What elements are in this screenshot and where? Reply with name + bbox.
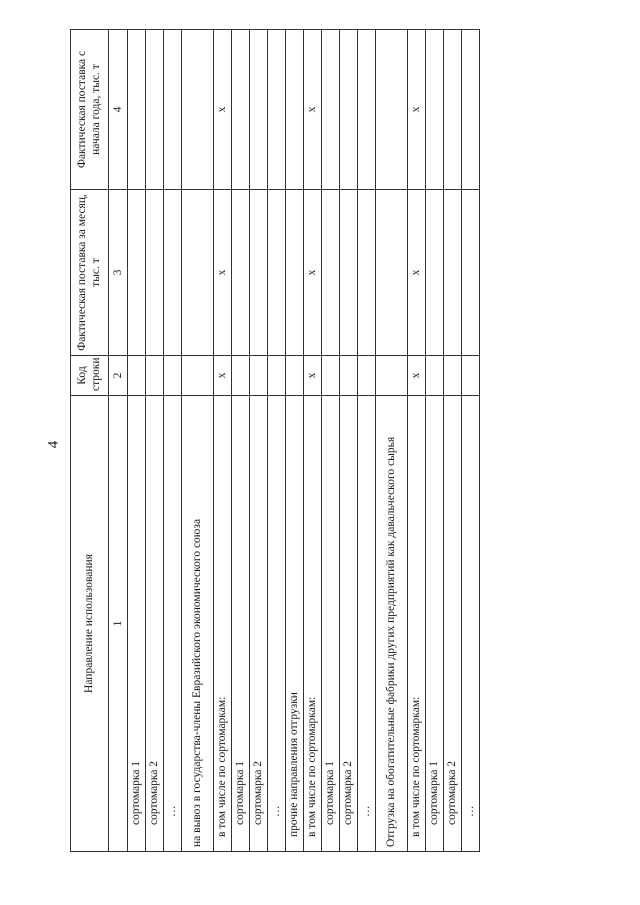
table-row [268, 30, 286, 852]
row-label: … [268, 396, 286, 852]
data-table [70, 29, 480, 852]
row-month [322, 190, 340, 356]
row-label: сортомарка 1 [426, 396, 444, 852]
row-code [128, 356, 146, 396]
row-code [286, 356, 304, 396]
row-year: x [304, 30, 322, 190]
row-month: x [304, 190, 322, 356]
row-code: x [214, 356, 232, 396]
row-code [182, 356, 214, 396]
row-month [146, 190, 164, 356]
row-month [376, 190, 408, 356]
row-label: Отгрузка на обогатительные фабрики других предприятий как давальческого сырья [376, 396, 408, 852]
row-year [444, 30, 462, 190]
row-month [164, 190, 182, 356]
row-month [250, 190, 268, 356]
col-number: 1 [109, 396, 128, 852]
row-code [426, 356, 444, 396]
row-month: x [214, 190, 232, 356]
table-row [182, 30, 214, 852]
row-month [426, 190, 444, 356]
row-label: сортомарка 2 [146, 396, 164, 852]
table-row [408, 30, 426, 852]
row-year [426, 30, 444, 190]
row-label: сортомарка 2 [444, 396, 462, 852]
row-code [268, 356, 286, 396]
row-label: прочие направления отгрузки [286, 396, 304, 852]
row-label: сортомарка 2 [250, 396, 268, 852]
row-label: в том числе по сортомаркам: [214, 396, 232, 852]
row-month [268, 190, 286, 356]
row-year [232, 30, 250, 190]
row-year [340, 30, 358, 190]
row-code [250, 356, 268, 396]
table-row [444, 30, 462, 852]
row-code [444, 356, 462, 396]
row-label: сортомарка 1 [128, 396, 146, 852]
header-code: Код строки [71, 356, 109, 396]
row-code: x [304, 356, 322, 396]
table-row [376, 30, 408, 852]
row-month [182, 190, 214, 356]
table-row [232, 30, 250, 852]
row-month [358, 190, 376, 356]
header-month: Фактическая поставка за месяц, тыс. т [71, 190, 109, 356]
row-label: … [358, 396, 376, 852]
table-row [128, 30, 146, 852]
col-number: 2 [109, 356, 128, 396]
row-code [340, 356, 358, 396]
row-code [146, 356, 164, 396]
row-label: на вывоз в государства-члены Евразийского экономического союза [182, 396, 214, 852]
row-label: … [164, 396, 182, 852]
row-year [128, 30, 146, 190]
table-row [286, 30, 304, 852]
row-code [376, 356, 408, 396]
table-row [214, 30, 232, 852]
row-year [268, 30, 286, 190]
row-month [128, 190, 146, 356]
table-row [426, 30, 444, 852]
table-row [164, 30, 182, 852]
row-label: сортомарка 1 [322, 396, 340, 852]
row-year [376, 30, 408, 190]
row-year: x [408, 30, 426, 190]
row-label: сортомарка 1 [232, 396, 250, 852]
table-row [358, 30, 376, 852]
row-label: … [462, 396, 480, 852]
row-year [250, 30, 268, 190]
row-month [340, 190, 358, 356]
header-year: Фактическая поставка с начала года, тыс. т [71, 30, 109, 190]
row-month [286, 190, 304, 356]
row-code [164, 356, 182, 396]
table-row [462, 30, 480, 852]
row-label: в том числе по сортомаркам: [304, 396, 322, 852]
table-row [146, 30, 164, 852]
row-code [358, 356, 376, 396]
col-number: 4 [109, 30, 128, 190]
row-code: x [408, 356, 426, 396]
table-header-row [71, 30, 109, 852]
row-month: x [408, 190, 426, 356]
row-month [462, 190, 480, 356]
row-code [322, 356, 340, 396]
column-number-row [109, 30, 128, 852]
row-code [462, 356, 480, 396]
row-year: x [214, 30, 232, 190]
row-label: в том числе по сортомаркам: [408, 396, 426, 852]
row-code [232, 356, 250, 396]
row-year [358, 30, 376, 190]
rotated-table-container [70, 30, 477, 852]
header-direction: Направление использования [71, 396, 109, 852]
row-month [444, 190, 462, 356]
table-row [340, 30, 358, 852]
page-number: 4 [45, 440, 62, 449]
col-number: 3 [109, 190, 128, 356]
row-year [146, 30, 164, 190]
row-label: сортомарка 2 [340, 396, 358, 852]
table-row [250, 30, 268, 852]
row-month [232, 190, 250, 356]
row-year [462, 30, 480, 190]
row-year [322, 30, 340, 190]
row-year [182, 30, 214, 190]
table-row [322, 30, 340, 852]
table-row [304, 30, 322, 852]
row-year [286, 30, 304, 190]
row-year [164, 30, 182, 190]
